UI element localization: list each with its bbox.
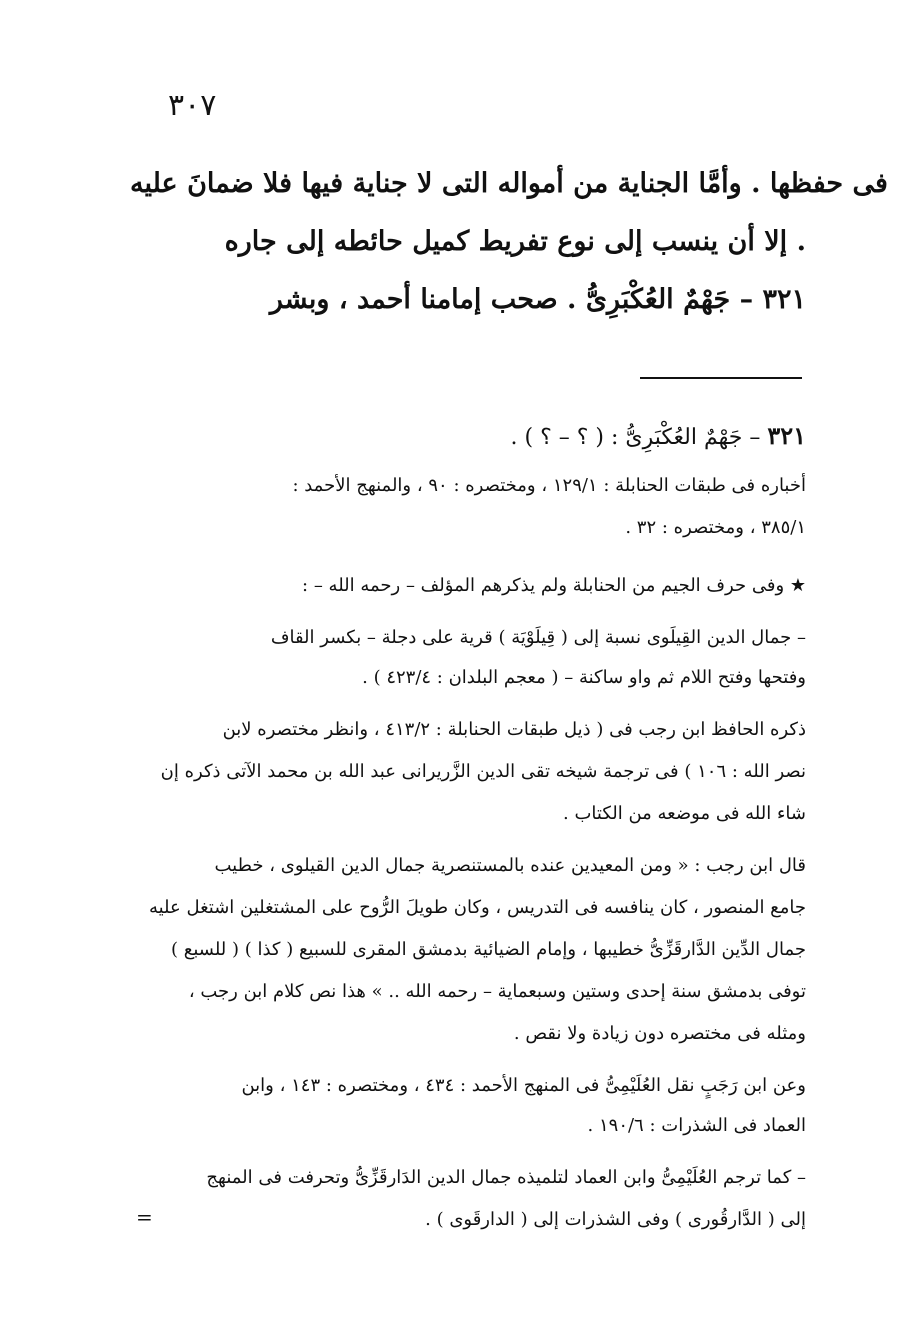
continuation-mark: = xyxy=(136,1205,153,1229)
footnote-line-2: ٣٨٥/١ ، ومختصره : ٣٢ . xyxy=(625,517,806,538)
footnote-title-number: ٣٢١ xyxy=(767,421,806,450)
footnote-line-9: قال ابن رجب : « ومن المعيدين عنده بالمستنصرية جمال الدين القيلوى ، خطيب xyxy=(214,855,806,876)
footnote-line-5: وفتحها وفتح اللام ثم واو ساكنة – ( معجم البلدان : ٤٢٣/٤ ) . xyxy=(362,667,806,688)
footnote-title-text: – جَهْمٌ العُكْبَرِىُّ : ( ؟ – ؟ ) . xyxy=(510,425,761,450)
footnote-line-7: نصر الله : ١٠٦ ) فى ترجمة شيخه تقى الدين الزَّريرانى عبد الله بن محمد الآتى ذكره إن xyxy=(160,761,806,782)
footnote-line-14: وعن ابن رَجَبٍ نقل العُلَيْمِىُّ فى المنهج الأحمد : ٤٣٤ ، ومختصره : ١٤٣ ، وابن xyxy=(241,1075,806,1096)
main-text-line-1: فى حفظها . وأمَّا الجناية من أمواله التى لا جناية فيها فلا ضمانَ عليه xyxy=(130,168,888,199)
footnote-title xyxy=(130,420,806,454)
footnote-line-4: – جمال الدين القِيلَوى نسبة إلى ( قِيلَوْيَة ) قرية على دجلة – بكسر القاف xyxy=(270,627,806,648)
footnote-line-11: جمال الدِّين الدَّارقَزِّىُّ خطيبها ، وإمام الضيائية بدمشق المقرى للسبيع ( كذا ) ( للسبع ) xyxy=(171,939,806,960)
main-text-line-3: ٣٢١ – جَهْمٌ العُكْبَرِىُّ . صحب إمامنا أحمد ، وبشر xyxy=(269,284,806,315)
footnote-line-6: ذكره الحافظ ابن رجب فى ( ذيل طبقات الحنابلة : ٤١٣/٢ ، وانظر مختصره لابن xyxy=(222,719,806,740)
footnote-line-3: ★ وفى حرف الجيم من الحنابلة ولم يذكرهم المؤلف – رحمه الله – : xyxy=(302,575,806,596)
footnote-line-16: – كما ترجم العُلَيْمِىُّ وابن العماد لتلميذه جمال الدين الدَارقَزِّىُّ وتحرفت فى المنهج xyxy=(206,1167,806,1188)
footnote-line-12: توفى بدمشق سنة إحدى وستين وسبعماية – رحمه الله .. » هذا نص كلام ابن رجب ، xyxy=(188,981,806,1002)
footnote-divider xyxy=(640,377,802,379)
page-number: ٣٠٧ xyxy=(168,88,217,123)
footnote-line-15: العماد فى الشذرات : ١٩٠/٦ . xyxy=(587,1115,806,1136)
footnote-line-13: ومثله فى مختصره دون زيادة ولا نقص . xyxy=(513,1023,806,1044)
footnote-line-8: شاء الله فى موضعه من الكتاب . xyxy=(563,803,806,824)
footnote-line-17: إلى ( الدَّارقُورى ) وفى الشذرات إلى ( الدارقَوى ) . xyxy=(425,1209,806,1230)
main-text-line-2: إلا أن ينسب إلى نوع تفريط كميل حائطه إلى جاره . xyxy=(224,226,806,257)
footnote-line-10: جامع المنصور ، كان ينافسه فى التدريس ، وكان طويلَ الرُّوح على المشتغلين اشتغل عليه xyxy=(148,897,806,918)
footnote-line-1: أخباره فى طبقات الحنابلة : ١٢٩/١ ، ومختصره : ٩٠ ، والمنهج الأحمد : xyxy=(292,475,806,496)
